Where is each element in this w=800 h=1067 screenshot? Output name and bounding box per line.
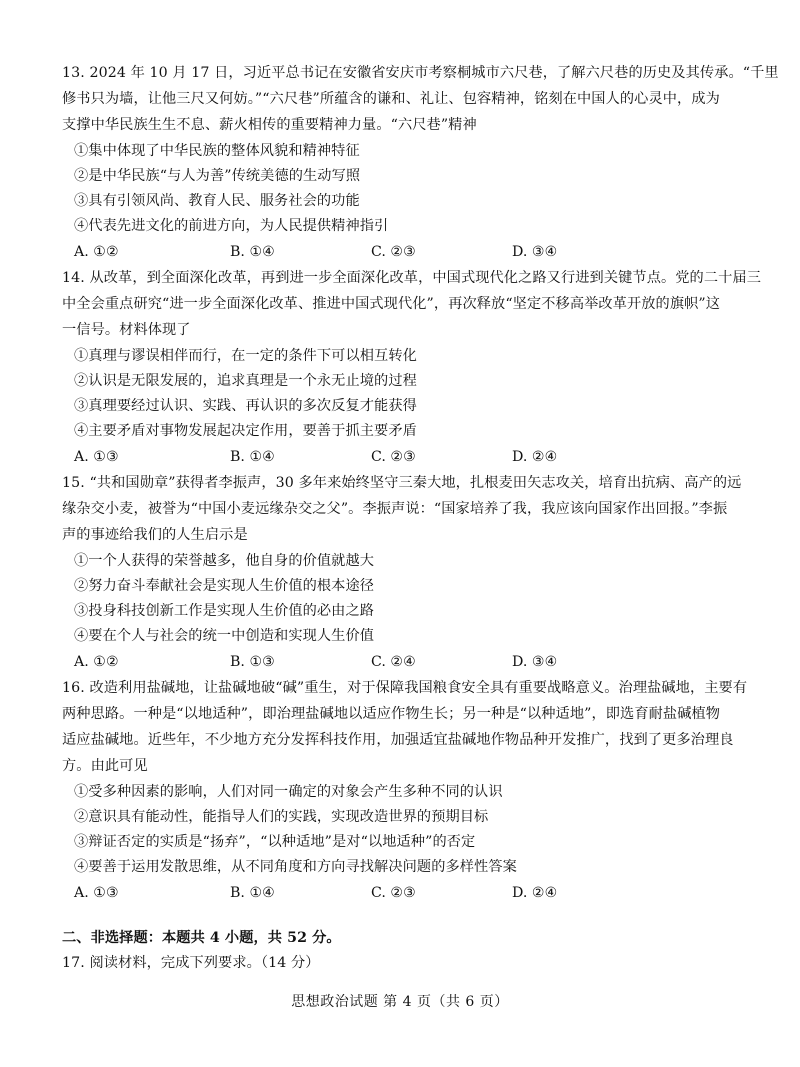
q13-stem-line: 13. 2024 年 10 月 17 日，习近平总书记在安徽省安庆市考察桐城市六尺巷，了解六尺巷的历史及其传承。“千里	[62, 65, 779, 81]
q16-stem-line: 适应盐碱地。近些年，不少地方充分发挥科技作用，加强适宜盐碱地作物品种开发推广，找到了更多治理良	[62, 732, 734, 748]
choice-a: A. ①③	[74, 449, 119, 465]
q15-option: ①一个人获得的荣誉越多，他自身的价值就越大	[74, 553, 375, 569]
choice-d: D. ③④	[512, 244, 558, 260]
choice-b: B. ①④	[230, 244, 275, 260]
section-heading: 二、非选择题：本题共 4 小题，共 52 分。	[62, 930, 341, 946]
choice-d: D. ②④	[512, 449, 558, 465]
q15-stem-line: 声的事迹给我们的人生启示是	[62, 527, 248, 543]
q13-option: ①集中体现了中华民族的整体风貌和精神特征	[74, 143, 360, 159]
q14-option: ①真理与谬误相伴而行，在一定的条件下可以相互转化	[74, 348, 417, 364]
q16-option: ④要善于运用发散思维，从不同角度和方向寻找解决问题的多样性答案	[74, 859, 517, 875]
q14-choices	[74, 447, 674, 467]
q16-stem-line: 方。由此可见	[62, 758, 148, 774]
q15-option: ③投身科技创新工作是实现人生价值的必由之路	[74, 603, 375, 619]
q13-stem-line: 修书只为墙，让他三尺又何妨。”“六尺巷”所蕴含的谦和、礼让、包容精神，铭刻在中国人的心灵中，成为	[62, 91, 720, 107]
choice-a: A. ①③	[74, 885, 119, 901]
choice-b: B. ①③	[230, 654, 275, 670]
q15-stem-line: 15. “共和国勋章”获得者李振声，30 多年来始终坚守三秦大地，扎根麦田矢志攻关，培育出抗病、高产的远	[62, 475, 742, 491]
choice-b: B. ①④	[230, 885, 275, 901]
q13-option: ④代表先进文化的前进方向，为人民提供精神指引	[74, 218, 389, 234]
choice-a: A. ①②	[74, 244, 119, 260]
q15-option: ②努力奋斗奉献社会是实现人生价值的根本途径	[74, 578, 375, 594]
q16-option: ①受多种因素的影响，人们对同一确定的对象会产生多种不同的认识	[74, 784, 503, 800]
q16-choices	[74, 883, 674, 903]
q14-stem-line: 中全会重点研究“进一步全面深化改革、推进中国式现代化”，再次释放“坚定不移高举改革开放的旗帜”这	[62, 296, 721, 312]
q16-option: ③辩证否定的实质是“扬弃”，“以种适地”是对“以地适种”的否定	[74, 834, 476, 850]
q14-option: ③真理要经过认识、实践、再认识的多次反复才能获得	[74, 398, 417, 414]
q15-option: ④要在个人与社会的统一中创造和实现人生价值	[74, 628, 375, 644]
q17-stem-line: 17. 阅读材料，完成下列要求。（14 分）	[62, 955, 320, 971]
choice-c: C. ②③	[371, 244, 416, 260]
q14-option: ④主要矛盾对事物发展起决定作用，要善于抓主要矛盾	[74, 423, 417, 439]
choice-d: D. ②④	[512, 885, 558, 901]
q13-option: ③具有引领风尚、教育人民、服务社会的功能	[74, 193, 360, 209]
choice-c: C. ②③	[371, 449, 416, 465]
q15-choices	[74, 652, 674, 672]
q16-stem-line: 两种思路。一种是“以地适种”，即治理盐碱地以适应作物生长；另一种是“以种适地”，即选育耐盐碱植物	[62, 706, 721, 722]
q16-option: ②意识具有能动性，能指导人们的实践，实现改造世界的预期目标	[74, 809, 489, 825]
q13-choices	[74, 242, 674, 262]
q13-option: ②是中华民族“与人为善”传统美德的生动写照	[74, 168, 361, 184]
q14-stem-line: 一信号。材料体现了	[62, 322, 191, 338]
q14-stem-line: 14. 从改革，到全面深化改革，再到进一步全面深化改革，中国式现代化之路又行进到关键节点。党的二十届三	[62, 270, 761, 286]
choice-d: D. ③④	[512, 654, 558, 670]
q16-stem-line: 16. 改造利用盐碱地，让盐碱地破“碱”重生，对于保障我国粮食安全具有重要战略意义。治理盐碱地，主要有	[62, 680, 748, 696]
choice-c: C. ②④	[371, 654, 416, 670]
q14-option: ②认识是无限发展的，追求真理是一个永无止境的过程	[74, 373, 417, 389]
q13-stem-line: 支撑中华民族生生不息、薪火相传的重要精神力量。“六尺巷”精神	[62, 117, 477, 133]
choice-a: A. ①②	[74, 654, 119, 670]
q15-stem-line: 缘杂交小麦，被誉为“中国小麦远缘杂交之父”。李振声说：“国家培养了我，我应该向国家作出回报。”李振	[62, 501, 728, 517]
choice-b: B. ①④	[230, 449, 275, 465]
page-footer: 思想政治试题 第 4 页（共 6 页）	[291, 994, 509, 1010]
choice-c: C. ②③	[371, 885, 416, 901]
